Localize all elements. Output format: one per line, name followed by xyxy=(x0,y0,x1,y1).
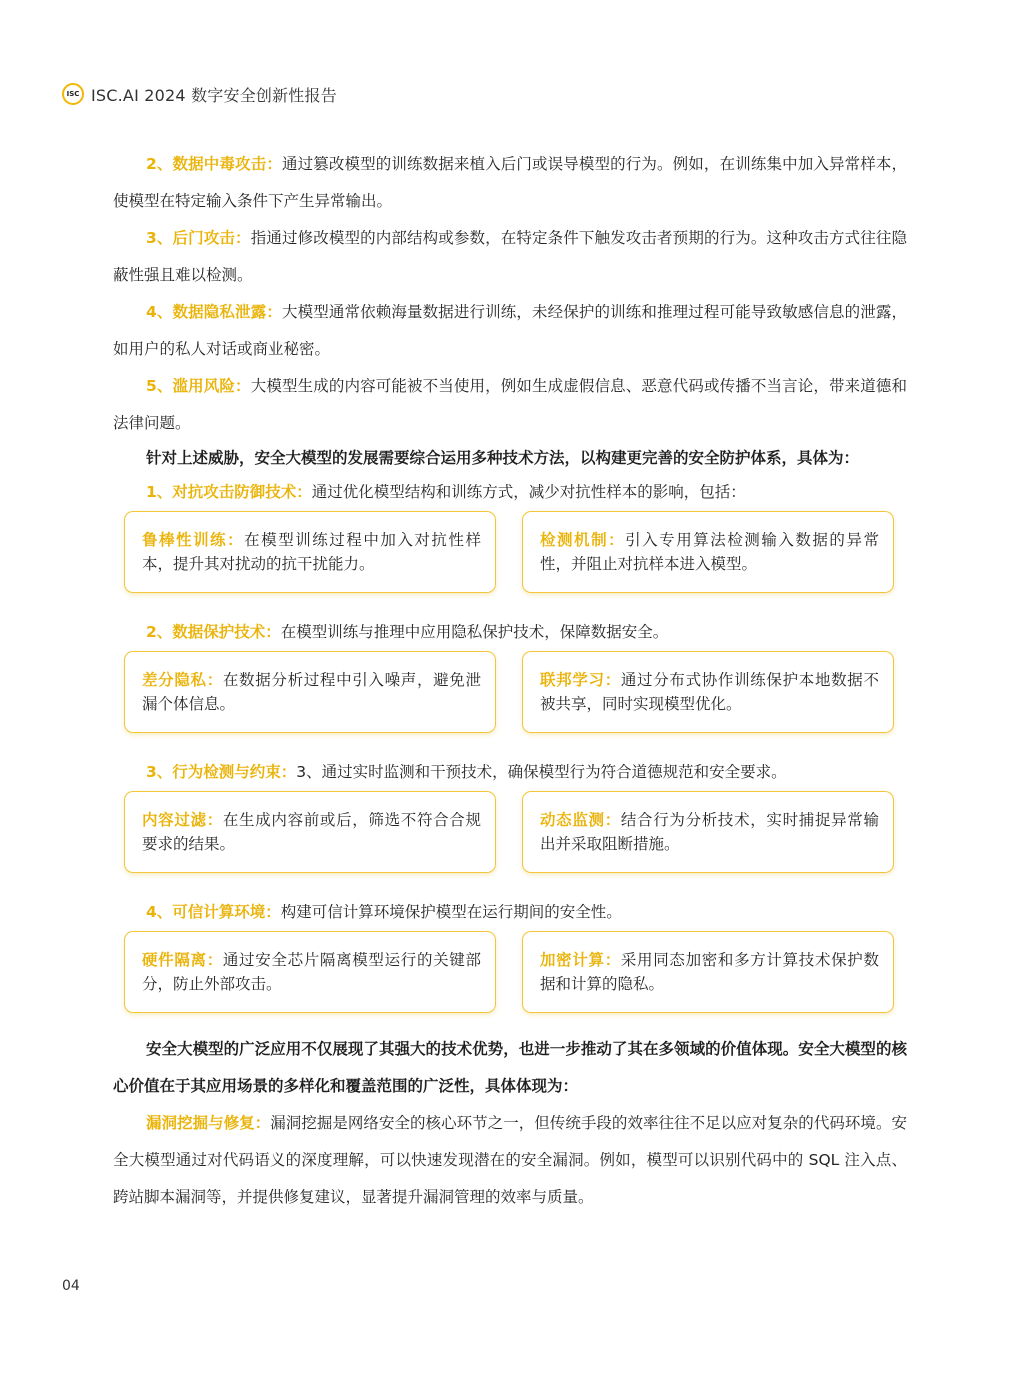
card-row-4 xyxy=(124,931,894,1013)
value-intro: 安全大模型的广泛应用不仅展现了其强大的技术优势，也进一步推动了其在多领域的价值体现。安全大模型的核心价值在于其应用场景的多样化和覆盖范围的广泛性，具体体现为： xyxy=(113,1040,907,1095)
card-hardware-isolation xyxy=(124,931,496,1013)
vuln-paragraph xyxy=(113,1105,907,1216)
card-label: 差分隐私： xyxy=(142,671,223,689)
card-text: 在生成内容前或后，筛选不符合合规要求的结果。 xyxy=(142,811,481,853)
section-text: 在模型训练与推理中应用隐私保护技术，保障数据安全。 xyxy=(280,623,669,641)
threat-paragraph-3 xyxy=(113,220,907,294)
section-label: 4、可信计算环境： xyxy=(146,903,281,921)
threat-text: 通过篡改模型的训练数据来植入后门或误导模型的行为。例如，在训练集中加入异常样本，使模型在特定输入条件下产生异常输出。 xyxy=(113,155,907,210)
card-robust-training xyxy=(124,511,496,593)
card-federated-learning xyxy=(522,651,894,733)
section-heading-3 xyxy=(113,757,907,787)
card-text: 采用同态加密和多方计算技术保护数据和计算的隐私。 xyxy=(540,951,879,993)
card-label: 加密计算： xyxy=(540,951,621,969)
section-heading-2 xyxy=(113,617,907,647)
card-dynamic-monitoring xyxy=(522,791,894,873)
card-text: 通过安全芯片隔离模型运行的关键部分，防止外部攻击。 xyxy=(142,951,481,993)
main-content xyxy=(113,146,907,1216)
card-row-3 xyxy=(124,791,894,873)
threat-label: 2、数据中毒攻击： xyxy=(146,155,282,173)
vuln-label: 漏洞挖掘与修复： xyxy=(146,1114,271,1132)
card-label: 检测机制： xyxy=(540,531,626,549)
card-text: 在数据分析过程中引入噪声，避免泄漏个体信息。 xyxy=(142,671,481,713)
threat-paragraph-5 xyxy=(113,368,907,442)
section-label: 3、行为检测与约束： xyxy=(146,763,297,781)
card-label: 动态监测： xyxy=(540,811,621,829)
section-heading-4 xyxy=(113,897,907,927)
threat-text: 大模型通常依赖海量数据进行训练，未经保护的训练和推理过程可能导致敏感信息的泄露，如用户的私人对话或商业秘密。 xyxy=(113,303,907,358)
section-text: 构建可信计算环境保护模型在运行期间的安全性。 xyxy=(280,903,622,921)
card-row-2 xyxy=(124,651,894,733)
card-label: 硬件隔离： xyxy=(142,951,223,969)
card-text: 在模型训练过程中加入对抗性样本，提升其对扰动的抗干扰能力。 xyxy=(142,531,481,573)
card-text: 结合行为分析技术，实时捕捉异常输出并采取阻断措施。 xyxy=(540,811,879,853)
section-label: 2、数据保护技术： xyxy=(146,623,281,641)
card-content-filter xyxy=(124,791,496,873)
defense-intro: 针对上述威胁，安全大模型的发展需要综合运用多种技术方法，以构建更完善的安全防护体系，具体为： xyxy=(146,449,860,467)
card-text: 通过分布式协作训练保护本地数据不被共享，同时实现模型优化。 xyxy=(540,671,879,713)
page-header xyxy=(62,82,337,106)
threat-paragraph-2 xyxy=(113,146,907,220)
threat-text: 大模型生成的内容可能被不当使用，例如生成虚假信息、恶意代码或传播不当言论，带来道德和法律问题。 xyxy=(113,377,907,432)
card-label: 内容过滤： xyxy=(142,811,223,829)
card-label: 联邦学习： xyxy=(540,671,621,689)
card-detection-mechanism xyxy=(522,511,894,593)
header-title: ISC.AI 2024 数字安全创新性报告 xyxy=(91,85,337,105)
threat-label: 3、后门攻击： xyxy=(146,229,251,247)
section-text: 3、通过实时监测和干预技术，确保模型行为符合道德规范和安全要求。 xyxy=(296,763,787,781)
card-encrypted-computing xyxy=(522,931,894,1013)
card-differential-privacy xyxy=(124,651,496,733)
threat-label: 5、滥用风险： xyxy=(146,377,251,395)
section-label: 1、对抗攻击防御技术： xyxy=(146,483,312,501)
threat-paragraph-4 xyxy=(113,294,907,368)
card-label: 鲁棒性训练： xyxy=(142,531,245,549)
vuln-text: 漏洞挖掘是网络安全的核心环节之一，但传统手段的效率往往不足以应对复杂的代码环境。安全大模型通过对代码语义的深度理解，可以快速发现潜在的安全漏洞。例如，模型可以识别代码中的 SQL 注入点、跨站脚本漏洞等，并提供修复建议，显著提升漏洞管理的效率与质量。 xyxy=(113,1114,907,1206)
card-text: 引入专用算法检测输入数据的异常性，并阻止对抗样本进入模型。 xyxy=(540,531,879,573)
threat-label: 4、数据隐私泄露： xyxy=(146,303,282,321)
threat-text: 指通过修改模型的内部结构或参数，在特定条件下触发攻击者预期的行为。这种攻击方式往往隐蔽性强且难以检测。 xyxy=(113,229,907,284)
section-heading-1 xyxy=(113,477,907,507)
isc-logo-icon: ISC xyxy=(62,83,84,105)
page-number: 04 xyxy=(62,1278,80,1294)
card-row-1 xyxy=(124,511,894,593)
section-text: 通过优化模型结构和训练方式，减少对抗性样本的影响，包括： xyxy=(311,483,746,501)
